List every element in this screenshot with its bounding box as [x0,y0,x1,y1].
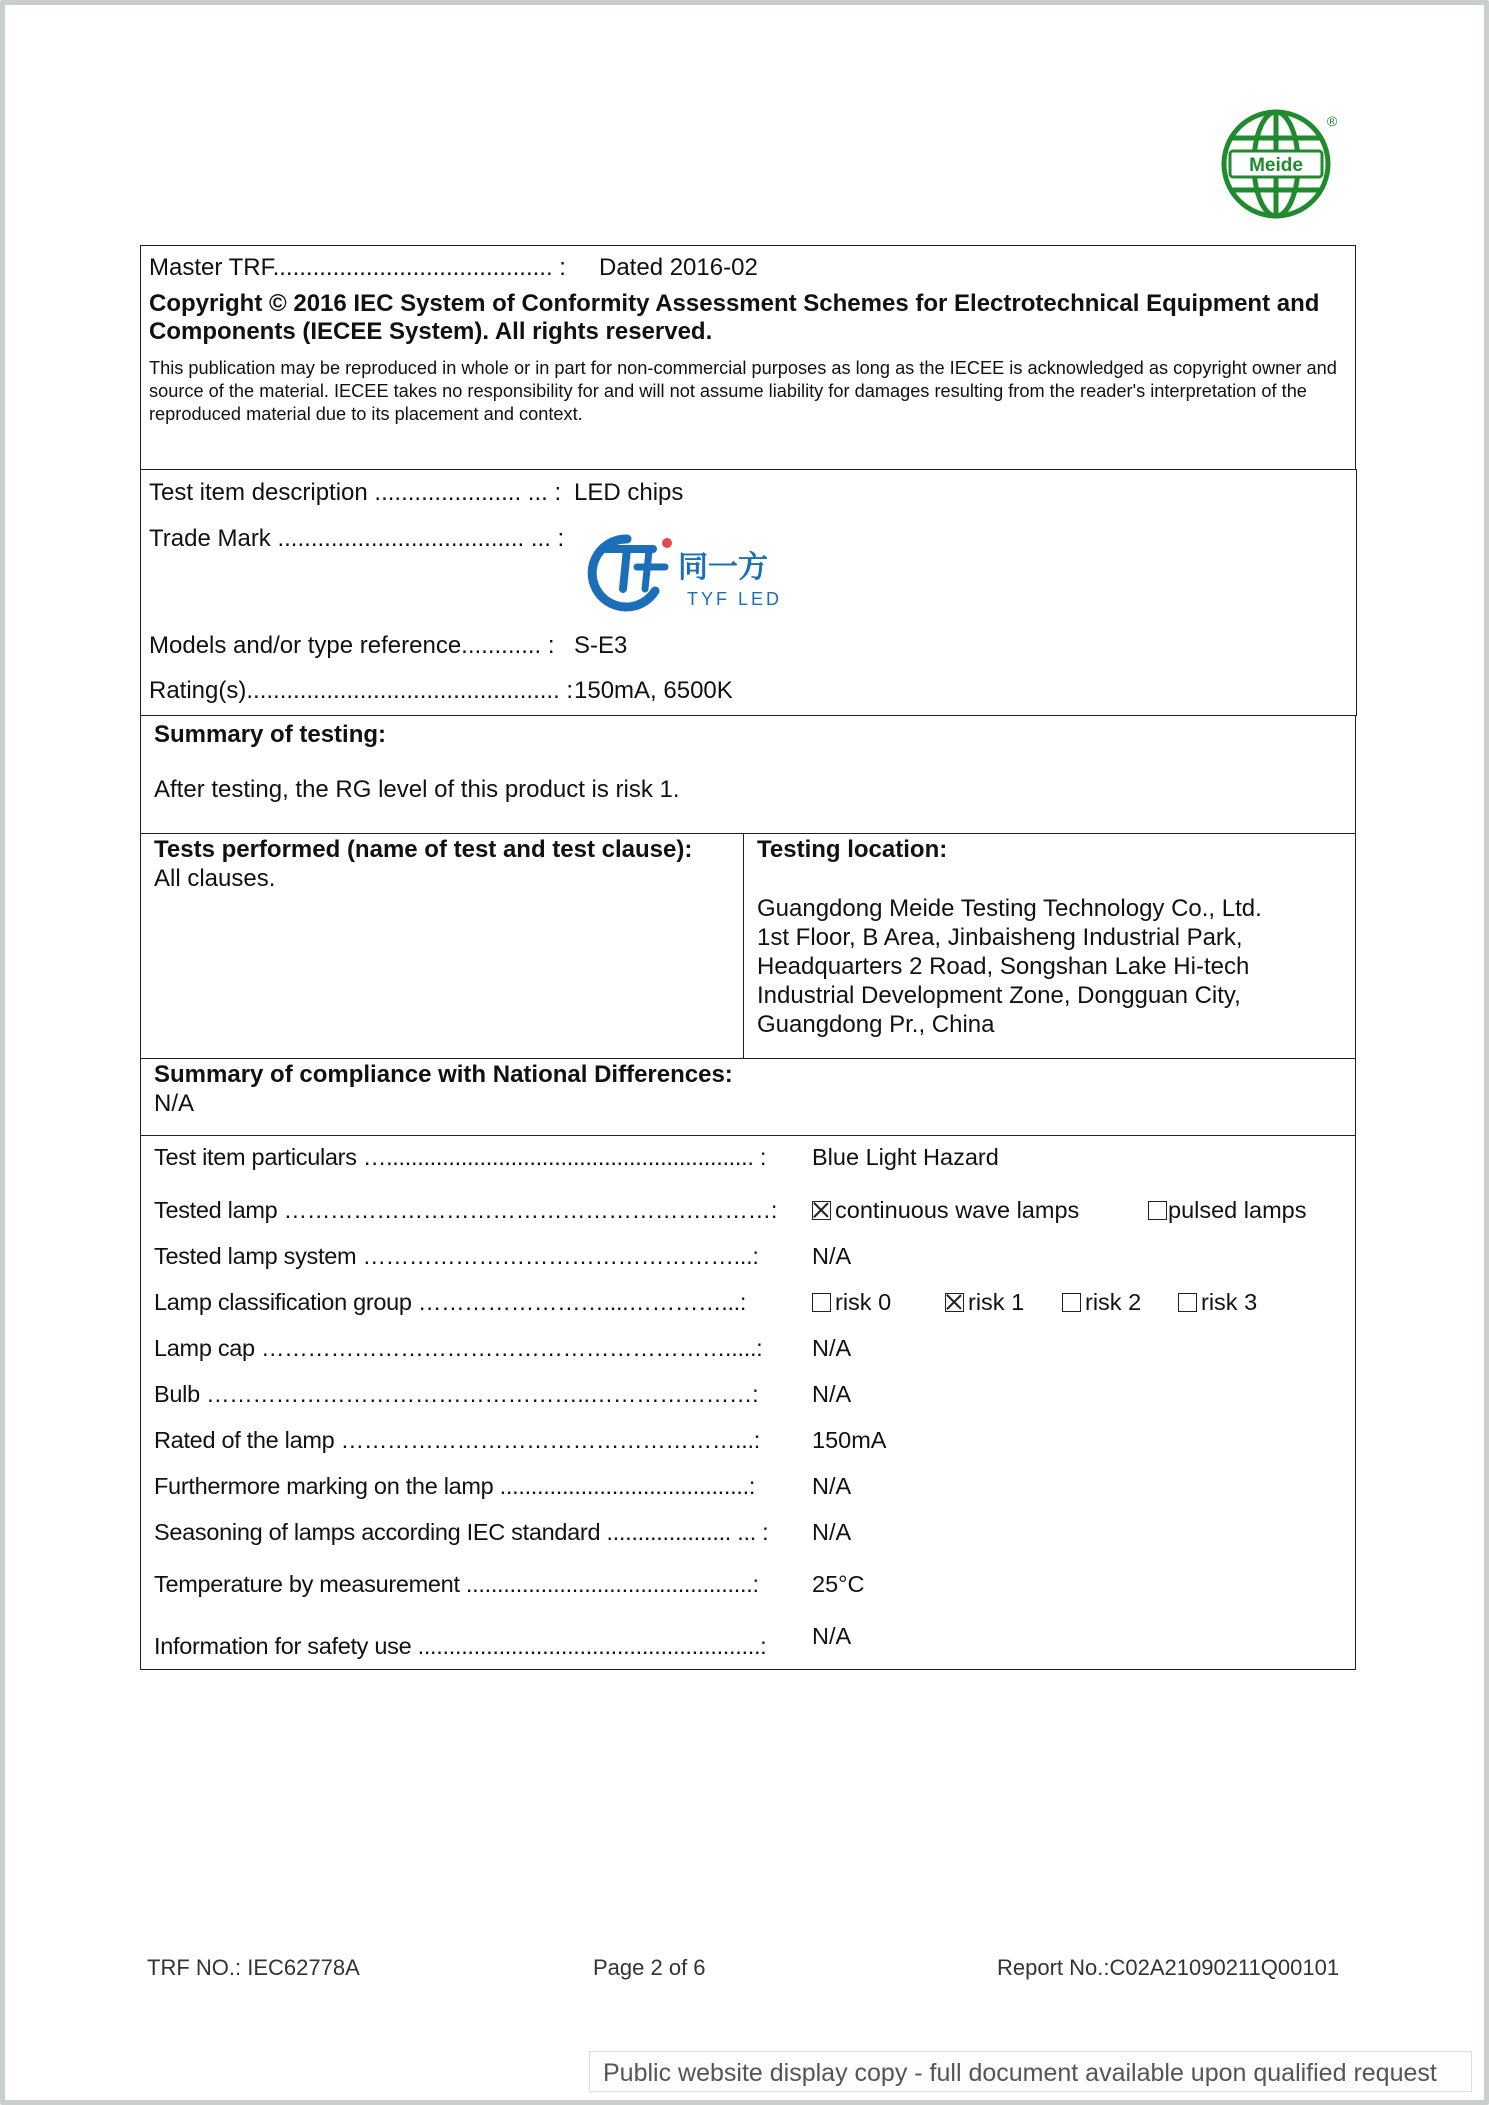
meide-logo [1220,108,1340,228]
models-value: S-E3 [574,632,628,659]
rating-value: 150mA, 6500K [574,677,733,704]
test-item-description-value: LED chips [574,479,684,506]
tyf-led-logo [583,527,808,617]
report-number: Report No.:C02A21090211Q00101 [997,1955,1340,1980]
test-item-description-label: Test item description ...................... ... : [149,479,562,506]
national-differences-box [140,1058,1356,1136]
risk-1-label: risk 1 [968,1289,1025,1315]
continuous-wave-label: continuous wave lamps [835,1197,1080,1223]
page-number: Page 2 of 6 [593,1955,706,1980]
tests-performed-title: Tests performed (name of test and test clause): [154,836,693,863]
rated-label: Rated of the lamp ……………………………………………...: [154,1427,760,1453]
risk-3-option[interactable] [1178,1289,1257,1316]
testing-location-box [743,833,1356,1059]
safety-row [154,1623,1344,1665]
bulb-label: Bulb …………………………………………..…………………: [154,1381,759,1407]
lamp-system-value: N/A [812,1243,852,1269]
temperature-value: 25°C [812,1571,865,1597]
testing-location-address [757,894,1262,1039]
summary-title: Summary of testing: [154,721,387,748]
unchecked-checkbox-icon[interactable] [1178,1293,1197,1312]
address-line: Guangdong Pr., China [757,1011,995,1038]
risk-0-label: risk 0 [835,1289,892,1315]
lamp-cap-row [154,1335,1344,1367]
pulsed-lamps-label: pulsed lamps [1168,1197,1307,1223]
address-line: 1st Floor, B Area, Jinbaisheng Industrial Park, [757,924,1243,951]
summary-text: After testing, the RG level of this product is risk 1. [154,776,680,803]
master-trf-label: Master TRF.......................................... : [149,254,566,281]
checked-checkbox-icon[interactable] [945,1293,964,1312]
marking-row [154,1473,1344,1505]
tested-lamp-options [812,1197,1307,1224]
test-item-box [140,469,1357,716]
address-line: Industrial Development Zone, Dongguan City, [757,982,1241,1009]
risk-3-label: risk 3 [1201,1289,1258,1315]
copyright-statement: Copyright © 2016 IEC System of Conformity Assessment Schemes for Electrotechnical Equipment and Components (IECEE System). All rights reserved. [149,290,1320,345]
seasoning-value: N/A [812,1519,852,1545]
temperature-row [154,1571,1344,1603]
models-row [149,632,1349,662]
testing-location-title: Testing location: [757,836,948,863]
risk-2-option[interactable] [1062,1289,1141,1316]
tested-lamp-row [154,1197,1344,1229]
marking-value: N/A [812,1473,852,1499]
checked-checkbox-icon[interactable] [812,1201,831,1220]
test-item-description-row [149,479,1349,509]
lamp-cap-value: N/A [812,1335,852,1361]
trade-mark-label: Trade Mark ..................................... ... : [149,525,565,552]
safety-label: Information for safety use .......................................................: [154,1633,767,1659]
rated-row [154,1427,1344,1459]
national-differences-value: N/A [154,1090,195,1117]
temperature-label: Temperature by measurement ..............................................: [154,1571,759,1597]
test-item-particulars-box [140,1135,1356,1670]
tyf-brand-cn: 同一方 [678,550,768,585]
summary-of-testing-box [140,715,1356,834]
lamp-system-label: Tested lamp system …………………………………………...: [154,1243,759,1269]
registered-mark: ® [1326,113,1338,129]
trf-number: TRF NO.: IEC62778A [147,1955,360,1980]
lamp-system-row [154,1243,1344,1275]
rating-row [149,677,1349,707]
tests-performed-box [140,833,744,1059]
unchecked-checkbox-icon[interactable] [1062,1293,1081,1312]
continuous-wave-option[interactable] [812,1197,1079,1223]
bulb-value: N/A [812,1381,852,1407]
tested-lamp-label: Tested lamp ………………………………………………………: [154,1197,778,1223]
pulsed-lamps-option[interactable] [1148,1197,1306,1224]
meide-logo-text: Meide [1249,155,1303,176]
header-box [140,245,1356,470]
models-label: Models and/or type reference............ : [149,632,555,659]
seasoning-row [154,1519,1344,1551]
risk-0-option[interactable] [812,1289,891,1316]
marking-label: Furthermore marking on the lamp ........................................: [154,1473,756,1499]
unchecked-checkbox-icon[interactable] [812,1293,831,1312]
classification-label: Lamp classification group ……………………....…………...: [154,1289,747,1315]
bulb-row [154,1381,1344,1413]
risk-2-label: risk 2 [1085,1289,1142,1315]
dated-value: Dated 2016-02 [599,254,758,281]
tests-performed-text: All clauses. [154,865,276,892]
particulars-header-value: Blue Light Hazard [812,1144,999,1170]
national-differences-title: Summary of compliance with National Differences: [154,1061,733,1088]
seasoning-label: Seasoning of lamps according IEC standard .................... ... : [154,1519,769,1545]
risk-1-option[interactable] [945,1289,1024,1316]
unchecked-checkbox-icon[interactable] [1148,1201,1167,1220]
safety-value: N/A [812,1623,852,1649]
classification-row [154,1289,1344,1321]
rated-value: 150mA [812,1427,887,1453]
address-line: Guangdong Meide Testing Technology Co., Ltd. [757,895,1262,922]
rating-label: Rating(s)............................................... : [149,677,574,704]
reproduction-notice: This publication may be reproduced in whole or in part for non-commercial purposes as long as the IECEE is acknowledged as copyright owner and source of the material. IECEE takes no responsibility for and will not assume liability for damages resulting from the reader's interpretation of the reproduced material due to its placement and context. [149,358,1337,424]
master-trf-row [149,254,758,282]
address-line: Headquarters 2 Road, Songshan Lake Hi-tech [757,953,1250,980]
particulars-header-row [154,1144,1344,1176]
particulars-header-label: Test item particulars …........................................................... : [154,1144,767,1170]
lamp-cap-label: Lamp cap …………………………………………………….....: [154,1335,763,1361]
tyf-brand-en: TYF LED [687,589,783,609]
public-copy-stamp: Public website display copy - full document available upon qualified request [589,2051,1472,2092]
